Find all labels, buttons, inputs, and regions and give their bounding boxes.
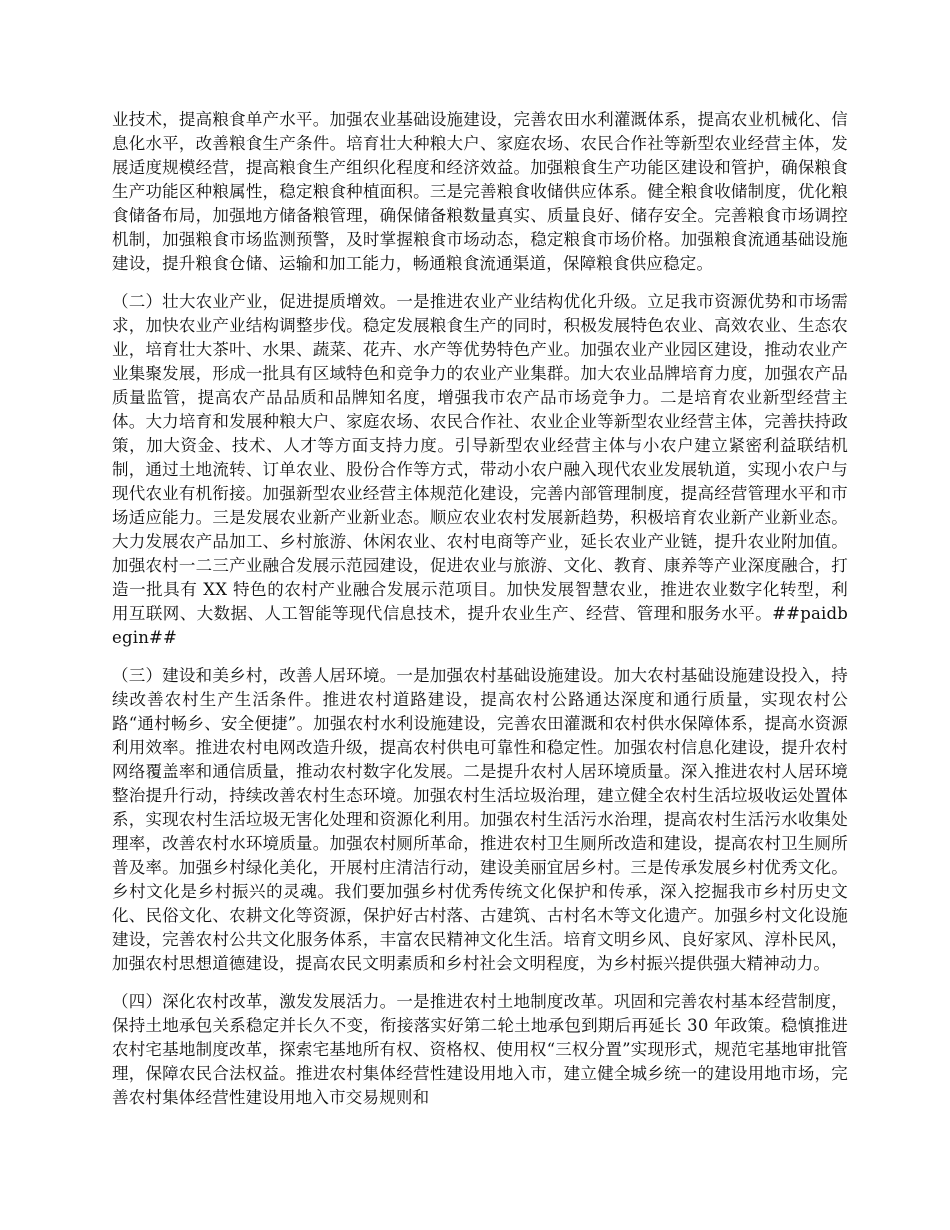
document-page	[112, 108, 848, 1124]
paragraph-grain-security-continued: 业技术，提高粮食单产水平。加强农业基础设施建设，完善农田水利灌溉体系，提高农业机械化、信息化水平，改善粮食生产条件。培育壮大种粮大户、家庭农场、农民合作社等新型农业经营主体，发展适度规模经营，提高粮食生产组织化程度和经济效益。加强粮食生产功能区建设和管护，确保粮食生产功能区种粮属性，稳定粮食种植面积。三是完善粮食收储供应体系。健全粮食收储制度，优化粮食储备布局，加强地方储备粮管理，确保储备粮数量真实、质量良好、储存安全。完善粮食市场调控机制，加强粮食市场监测预警，及时掌握粮食市场动态，稳定粮食市场价格。加强粮食流通基础设施建设，提升粮食仓储、运输和加工能力，畅通粮食流通渠道，保障粮食供应稳定。	[112, 110, 848, 273]
paragraph-agricultural-industry: （二）壮大农业产业，促进提质增效。一是推进农业产业结构优化升级。立足我市资源优势和市场需求，加快农业产业结构调整步伐。稳定发展粮食生产的同时，积极发展特色农业、高效农业、生态农业，培育壮大茶叶、水果、蔬菜、花卉、水产等优势特色产业。加强农业产业园区建设，推动农业产业集聚发展，形成一批具有区域特色和竞争力的农业产业集群。加大农业品牌培育力度，加强农产品质量监管，提高农产品品质和品牌知名度，增强我市农产品市场竞争力。二是培育农业新型经营主体。大力培育和发展种粮大户、家庭农场、农民合作社、农业企业等新型农业经营主体，完善扶持政策，加大资金、技术、人才等方面支持力度。引导新型农业经营主体与小农户建立紧密利益联结机制，通过土地流转、订单农业、股份合作等方式，带动小农户融入现代农业发展轨道，实现小农户与现代农业有机衔接。加强新型农业经营主体规范化建设，完善内部管理制度，提高经营管理水平和市场适应能力。三是发展农业新产业新业态。顺应农业农村发展新趋势，积极培育农业新产业新业态。大力发展农产品加工、乡村旅游、休闲农业、农村电商等产业，延长农业产业链，提升农业附加值。加强农村一二三产业融合发展示范园建设，促进农业与旅游、文化、教育、康养等产业深度融合，打造一批具有 XX 特色的农村产业融合发展示范项目。加快发展智慧农业，推进农业数字化转型，利用互联网、大数据、人工智能等现代信息技术，提升农业生产、经营、管理和服务水平。##paidbegin##	[112, 292, 848, 647]
paragraph-beautiful-villages: （三）建设和美乡村，改善人居环境。一是加强农村基础设施建设。加大农村基础设施建设投入，持续改善农村生产生活条件。推进农村道路建设，提高农村公路通达深度和通行质量，实现农村公路“通村畅乡、安全便捷”。加强农村水利设施建设，完善农田灌溉和农村供水保障体系，提高水资源利用效率。推进农村电网改造升级，提高农村供电可靠性和稳定性。加强农村信息化建设，提升农村网络覆盖率和通信质量，推动农村数字化发展。二是提升农村人居环境质量。深入推进农村人居环境整治提升行动，持续改善农村生态环境。加强农村生活垃圾治理，建立健全农村生活垃圾收运处置体系，实现农村生活垃圾无害化处理和资源化利用。加强农村生活污水治理，提高农村生活污水收集处理率，改善农村水环境质量。加强农村厕所革命，推进农村卫生厕所改造和建设，提高农村卫生厕所普及率。加强乡村绿化美化，开展村庄清洁行动，建设美丽宜居乡村。三是传承发展乡村优秀文化。乡村文化是乡村振兴的灵魂。我们要加强乡村优秀传统文化保护和传承，深入挖掘我市乡村历史文化、民俗文化、农耕文化等资源，保护好古村落、古建筑、古村名木等文化遗产。加强乡村文化设施建设，完善农村公共文化服务体系，丰富农民精神文化生活。培育文明乡风、良好家风、淳朴民风，加强农村思想道德建设，提高农民文明素质和乡村社会文明程度，为乡村振兴提供强大精神动力。	[112, 666, 848, 973]
paragraph-rural-reform: （四）深化农村改革，激发发展活力。一是推进农村土地制度改革。巩固和完善农村基本经营制度，保持土地承包关系稳定并长久不变，衔接落实好第二轮土地承包到期后再延长 30 年政策。稳慎推进农村宅基地制度改革，探索宅基地所有权、资格权、使用权“三权分置”实现形式，规范宅基地审批管理，保障农民合法权益。推进农村集体经营性建设用地入市，建立健全城乡统一的建设用地市场，完善农村集体经营性建设用地入市交易规则和	[112, 992, 848, 1107]
